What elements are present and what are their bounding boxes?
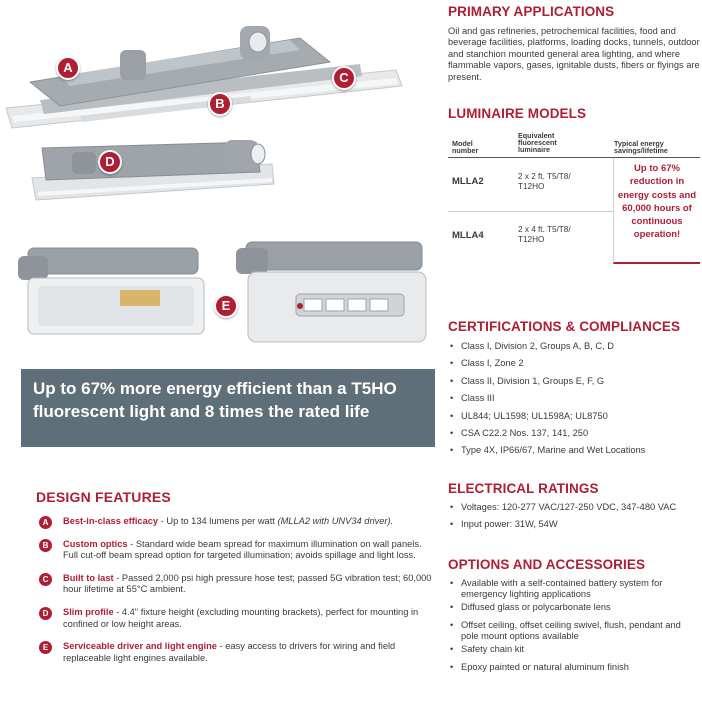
- feature-title: Serviceable driver and light engine: [63, 641, 217, 652]
- luminaire-models-table: [448, 128, 700, 264]
- header-equivalent: Equivalent fluorescent luminaire: [518, 131, 557, 155]
- luminaire-image-middle: [28, 134, 278, 214]
- electrical-ratings-list: [448, 502, 700, 531]
- feature-title: Custom optics: [63, 538, 128, 549]
- model-number: MLLA4: [452, 230, 484, 241]
- list-item: • Epoxy painted or natural aluminum finish: [448, 662, 700, 673]
- feature-marker: B: [39, 539, 52, 552]
- list-item: • Class I, Division 2, Groups A, B, C, D: [448, 341, 700, 352]
- list-item: • Input power: 31W, 54W: [448, 519, 700, 530]
- electrical-ratings-title: ELECTRICAL RATINGS: [448, 481, 599, 496]
- product-images: [0, 0, 440, 360]
- feature-item: [36, 516, 432, 528]
- header-savings: Typical energy savings/lifetime: [614, 139, 668, 156]
- list-item: • Diffused glass or polycarbonate lens: [448, 602, 700, 613]
- options-title: OPTIONS AND ACCESSORIES: [448, 557, 646, 572]
- feature-title: Best-in-class efficacy: [63, 516, 159, 526]
- equivalent-luminaire: 2 x 2 ft. T5/T8/ T12HO: [518, 172, 571, 191]
- options-list: [448, 578, 700, 673]
- options-accessories: [448, 557, 700, 679]
- luminaire-image-open-left: [8, 238, 208, 338]
- design-features: [36, 488, 432, 664]
- feature-marker: E: [39, 641, 52, 654]
- list-item: • Voltages: 120-277 VAC/127-250 VDC, 347-480 VAC: [448, 502, 700, 513]
- certifications-title: CERTIFICATIONS & COMPLIANCES: [448, 319, 681, 334]
- feature-title: Built to last: [63, 572, 114, 583]
- callout-e: E: [214, 294, 238, 318]
- list-item: • Available with a self-contained battery system for emergency lighting applications: [448, 578, 700, 600]
- list-item: • UL844; UL1598; UL1598A; UL8750: [448, 411, 700, 422]
- feature-note: (MLLA2 with UNV34 driver).: [277, 516, 394, 526]
- table-row: [448, 212, 613, 262]
- feature-text: - 4.4" fixture height (excluding mounting brackets), perfect for mounting in confined or low height areas.: [63, 606, 419, 629]
- feature-text: - easy access to drivers for wiring and field replaceable light engines available.: [63, 641, 396, 663]
- feature-marker: A: [39, 516, 52, 529]
- electrical-ratings: [448, 481, 700, 537]
- callout-c: C: [332, 66, 356, 90]
- model-number: MLLA2: [452, 176, 484, 187]
- luminaire-image-open-right: [232, 236, 432, 346]
- table-header: [448, 128, 700, 158]
- feature-marker: D: [39, 607, 52, 620]
- energy-savings: Up to 67% reduction in energy costs and 60,000 hours of continuous operation!: [613, 158, 700, 264]
- primary-applications-text: Oil and gas refineries, petrochemical facilities, food and beverage facilities, platforms, loading docks, tunnels, outdoor and stanchion mounted general area lighting, and where flammable vapors, gases, ignitable dusts, fibers or flyings are present.: [448, 26, 700, 82]
- primary-applications: [448, 4, 700, 83]
- list-item: • Type 4X, IP66/67, Marine and Wet Locations: [448, 445, 700, 456]
- feature-text: - Passed 2,000 psi high pressure hose test; passed 5G vibration test; 60,000 hour lifetime at 55°C ambient.: [63, 572, 432, 595]
- list-item: • Class II, Division 1, Groups E, F, G: [448, 376, 700, 387]
- feature-item: [36, 573, 432, 596]
- efficiency-banner: Up to 67% more energy efficient than a T5HO fluorescent light and 8 times the rated life: [21, 369, 435, 447]
- header-model: Model number: [452, 139, 479, 156]
- list-item: • Class III: [448, 393, 700, 404]
- callout-b: B: [208, 92, 232, 116]
- feature-text: - Standard wide beam spread for maximum illumination on wall panels. Full cut-off beam spread option for targeted illumination; avoids spillage and light loss.: [63, 538, 422, 561]
- callout-d: D: [98, 150, 122, 174]
- feature-text: - Up to 134 lumens per watt: [158, 516, 278, 526]
- feature-item: [36, 641, 432, 664]
- primary-applications-title: PRIMARY APPLICATIONS: [448, 4, 615, 19]
- table-row: [448, 158, 613, 208]
- list-item: • CSA C22.2 Nos. 137, 141, 250: [448, 428, 700, 439]
- list-item: • Offset ceiling, offset ceiling swivel, flush, pendant and pole mount options available: [448, 620, 700, 642]
- design-features-title: DESIGN FEATURES: [36, 489, 171, 505]
- feature-item: [36, 607, 432, 630]
- list-item: • Class I, Zone 2: [448, 358, 700, 369]
- feature-title: Slim profile: [63, 606, 114, 617]
- equivalent-luminaire: 2 x 4 ft. T5/T8/ T12HO: [518, 225, 571, 244]
- feature-marker: C: [39, 573, 52, 586]
- luminaire-models-title-wrap: [448, 106, 700, 122]
- certifications-list: [448, 341, 700, 457]
- list-item: • Safety chain kit: [448, 644, 700, 655]
- certifications: [448, 319, 700, 463]
- callout-a: A: [56, 56, 80, 80]
- luminaire-models-title: LUMINAIRE MODELS: [448, 106, 587, 121]
- feature-item: [36, 539, 432, 562]
